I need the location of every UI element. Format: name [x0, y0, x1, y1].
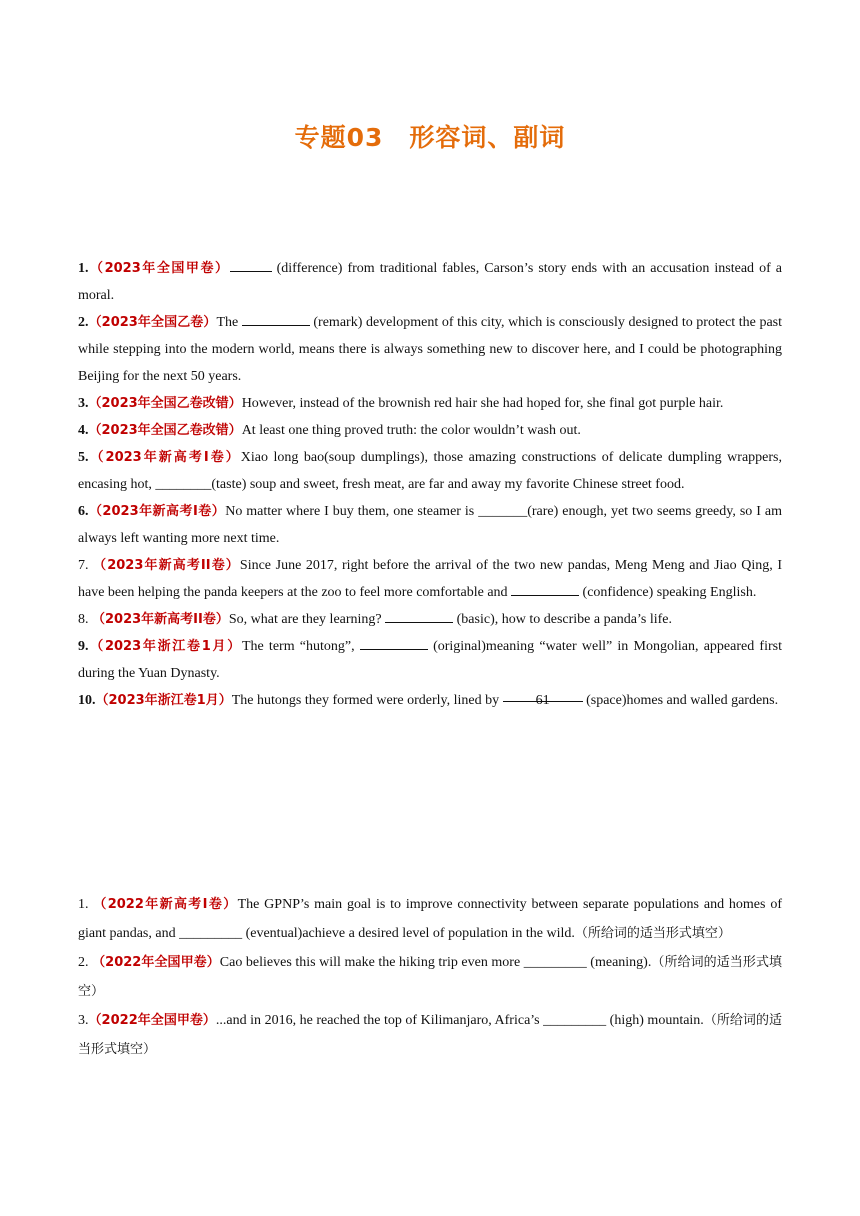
question-source: （2023年浙江卷1月） [95, 693, 232, 708]
question-source: （2023年全国甲卷） [88, 261, 230, 276]
question-item: 7. （2023年新高考II卷）Since June 2017, right before the arrival of the two new pandas, Meng Meng and Jiao Qing, I have been helping the panda keepers at the zoo to feel more comfortable and (confidence) speaking English. [78, 558, 783, 600]
question-source: （2022年新高考I卷） [93, 897, 238, 912]
instruction-note: （所给词的适当形式填空） [78, 1013, 782, 1057]
section-2022 [78, 890, 782, 1064]
answer-blank[interactable] [385, 608, 453, 623]
question-source: （2023年浙江卷1月） [88, 639, 242, 654]
question-source: （2022年全国甲卷） [88, 1013, 216, 1028]
question-item: 2. （2022年全国甲卷）Cao believes this will make the hiking trip even more _________ (meaning).（所给词的适当形式填空） [78, 955, 783, 999]
question-item: 2.（2023年全国乙卷）The (remark) development of this city, which is consciously designed to protect the past while stepping into the modern world, means there is always something new to discover here, and I could be photographing Beijing for the next 50 years. [78, 309, 782, 390]
question-item: 5.（2023年新高考I卷）Xiao long bao(soup dumplings), those amazing constructions of delicate dumpling wrappers, encasing hot, ________(taste) soup and sweet, fresh meat, are far and away my favorite Chinese street food. [78, 450, 782, 492]
answer-blank[interactable] [242, 311, 310, 326]
question-source: （2023年新高考II卷） [92, 612, 229, 627]
answer-blank[interactable] [230, 257, 272, 272]
answer-blank[interactable] [360, 635, 428, 650]
question-item: 4.（2023年全国乙卷改错）At least one thing proved truth: the color wouldn’t wash out. [78, 423, 581, 438]
answer-blank[interactable]: ________ [155, 477, 212, 492]
answer-blank[interactable]: _________ [179, 926, 243, 941]
section-2023 [78, 255, 782, 714]
question-source: （2023年全国乙卷） [88, 315, 217, 330]
page-title: 专题03 形容词、副词 [294, 123, 566, 152]
question-item: 6.（2023年新高考I卷）No matter where I buy them, one steamer is _______(rare) enough, yet two seems greedy, so I am always left wanting more next time. [78, 504, 782, 546]
question-item: 9.（2023年浙江卷1月）The term “hutong”, (original)meaning “water well” in Mongolian, appeared first during the Yuan Dynasty. [78, 633, 782, 687]
answer-blank[interactable]: _________ [523, 955, 587, 970]
instruction-note: （所给词的适当形式填空） [78, 955, 783, 999]
answer-blank[interactable] [511, 581, 579, 596]
question-source: （2023年新高考I卷） [88, 504, 226, 519]
question-source: （2023年全国乙卷改错） [88, 396, 242, 411]
question-source: （2023年全国乙卷改错） [88, 423, 242, 438]
question-source: （2023年新高考II卷） [93, 558, 240, 573]
question-source: （2022年全国甲卷） [92, 955, 220, 970]
question-item: 1.（2023年全国甲卷） (difference) from traditional fables, Carson’s story ends with an accusation instead of a moral. [78, 255, 782, 309]
question-item: 3.（2022年全国甲卷）...and in 2016, he reached the top of Kilimanjaro, Africa’s _________ (high) mountain.（所给词的适当形式填空） [78, 1013, 782, 1057]
question-item: 10.（2023年浙江卷1月）The hutongs they formed were orderly, lined by 61 (space)homes and walled gardens. [78, 687, 782, 714]
answer-blank[interactable]: 61 [503, 687, 583, 702]
answer-blank[interactable]: _______ [478, 504, 528, 519]
instruction-note: （所给词的适当形式填空） [574, 926, 731, 941]
answer-blank[interactable]: _________ [543, 1013, 607, 1028]
question-item: 8. （2023年新高考II卷）So, what are they learning? (basic), how to describe a panda’s life. [78, 606, 782, 633]
question-item: 1. （2022年新高考I卷）The GPNP’s main goal is to improve connectivity between separate populations and homes of giant pandas, and _________ (eventual)achieve a desired level of population in the wild.（所给词的适当形式填空） [78, 897, 782, 941]
question-source: （2023年新高考I卷） [88, 450, 241, 465]
question-item: 3.（2023年全国乙卷改错）However, instead of the brownish red hair she had hoped for, she final got purple hair. [78, 396, 724, 411]
